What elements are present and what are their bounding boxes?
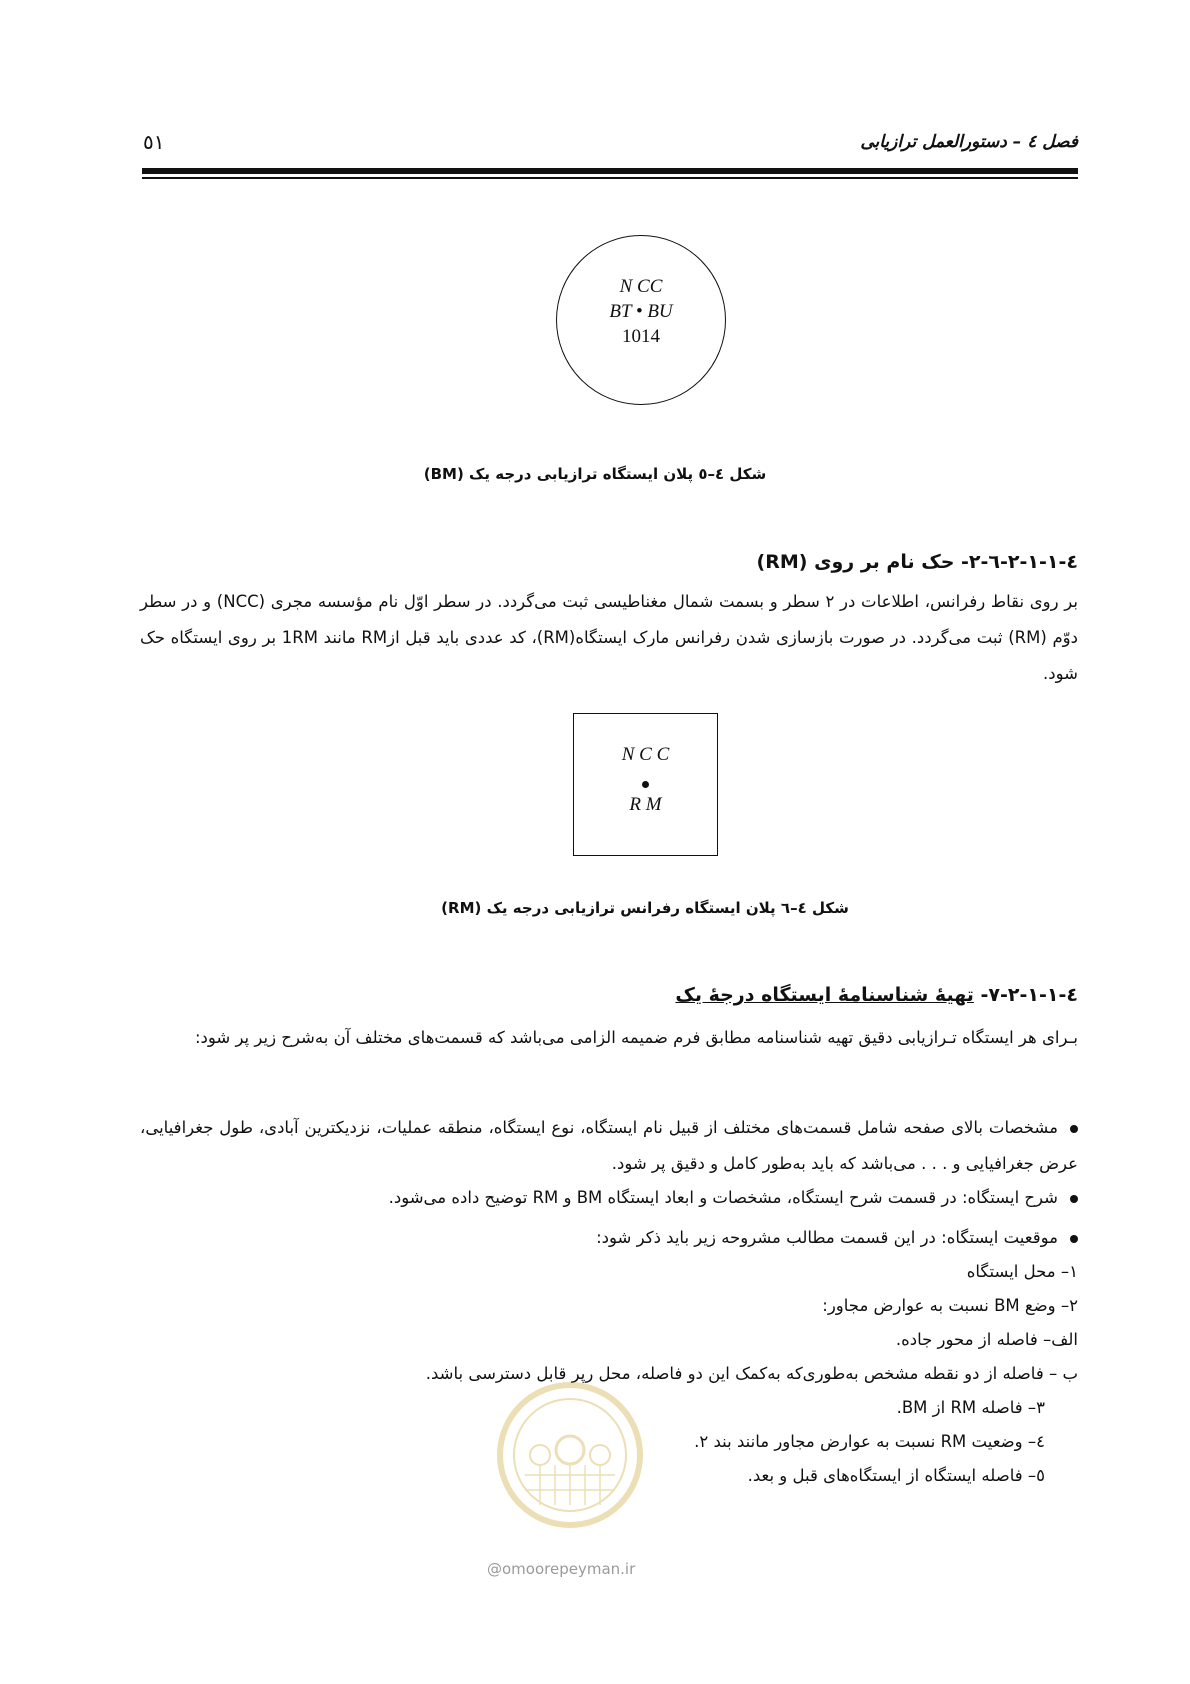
section2-heading bbox=[178, 984, 1078, 1006]
figure2-caption: شکل ٤–٦ پلان ايستگاه رفرانس ترازيابی درجه يک (RM) bbox=[441, 899, 849, 917]
circle-line-btbu: BT • BU bbox=[609, 301, 673, 322]
list-item-1: ١– محل ايستگاه bbox=[966, 1262, 1078, 1281]
bullet-item-description bbox=[140, 1188, 1078, 1207]
bullet-icon bbox=[1070, 1195, 1078, 1203]
square-center-dot bbox=[574, 772, 717, 794]
rm-station-square bbox=[573, 713, 718, 856]
square-line-ncc: N C C bbox=[621, 744, 670, 765]
bullet-icon bbox=[1070, 1125, 1078, 1133]
circle-line-number: 1014 bbox=[622, 326, 660, 347]
section2-intro: بـرای هر ايستگاه تـرازيابی دقيق تهيه شناسنامه مطابق فرم ضميمه الزامی می‌باشد که قسمت‌های مختلف آن به‌شرح زير پر شود: bbox=[194, 1028, 1078, 1047]
chapter-title: فصل ٤ – دستورالعمل ترازيابی bbox=[860, 132, 1078, 152]
bullet-icon bbox=[1070, 1235, 1078, 1243]
bullet-item-header-info bbox=[140, 1110, 1078, 1182]
list-item-5: ٥– فاصله ايستگاه از ايستگاه‌های قبل و بعد. bbox=[747, 1466, 1045, 1485]
watermark-seal-icon bbox=[495, 1380, 645, 1530]
circle-line-ncc: N CC bbox=[619, 276, 663, 297]
section2-heading-text: تهيهٔ شناسنامهٔ ايستگاه درجهٔ يک bbox=[675, 984, 974, 1006]
list-item-2: ٢– وضع BM نسبت به عوارض مجاور: bbox=[822, 1296, 1078, 1315]
bullet1-text: مشخصات بالای صفحه شامل قسمت‌های مختلف از قبيل نام ايستگاه، نوع ايستگاه، منطقه عمليات، نزديکترين آبادی، طول جغرافيايی، عرض جغرافيايی و . . . می‌باشد که بايد به‌طور کامل و دقيق پر شود. bbox=[140, 1118, 1078, 1173]
list-item-4: ٤– وضعيت RM نسبت به عوارض مجاور مانند بند ٢. bbox=[694, 1432, 1045, 1451]
bm-station-circle bbox=[556, 235, 726, 405]
list-item-3: ٣– فاصله RM از BM. bbox=[896, 1398, 1045, 1417]
bullet2-text: شرح ايستگاه: در قسمت شرح ايستگاه، مشخصات و ابعاد ايستگاه BM و RM توضيح داده می‌شود. bbox=[388, 1188, 1058, 1207]
list-item-b: ب – فاصله از دو نقطه مشخص به‌طوری‌که به‌کمک اين دو فاصله، محل رپر قابل دسترسی باشد. bbox=[425, 1364, 1078, 1383]
header-rule-thick bbox=[142, 168, 1078, 174]
header-rule-thin bbox=[142, 177, 1078, 179]
section1-heading: ٤-١-١-٢-٦-٢- حک نام بر روی (RM) bbox=[756, 551, 1078, 573]
section2-heading-number: ٤-١-١-٢-٧- bbox=[973, 984, 1078, 1006]
section1-body: بر روی نقاط رفرانس، اطلاعات در ٢ سطر و بسمت شمال مغناطيسی ثبت می‌گردد. در سطر اوّل نام مؤسسه مجری (NCC) و در سطر دوّم (RM) ثبت می‌گردد. در صورت بازسازی شدن رفرانس مارک ايستگاه(RM)، کد عددی بايد قبل ازRM مانند 1RM بر روی ايستگاه حک شود. bbox=[140, 592, 1078, 683]
figure1-caption: شکل ٤–٥ پلان ايستگاه ترازيابی درجه يک (BM) bbox=[423, 465, 767, 483]
square-line-rm: R M bbox=[629, 794, 662, 815]
list-item-a: الف– فاصله از محور جاده. bbox=[895, 1330, 1078, 1349]
page-number: ٥١ bbox=[143, 130, 165, 154]
watermark-text: @omoorepeyman.ir bbox=[487, 1560, 636, 1578]
bullet3-text: موقعيت ايستگاه: در اين قسمت مطالب مشروحه زير بايد ذکر شود: bbox=[596, 1228, 1058, 1247]
bullet-item-location bbox=[140, 1228, 1078, 1247]
